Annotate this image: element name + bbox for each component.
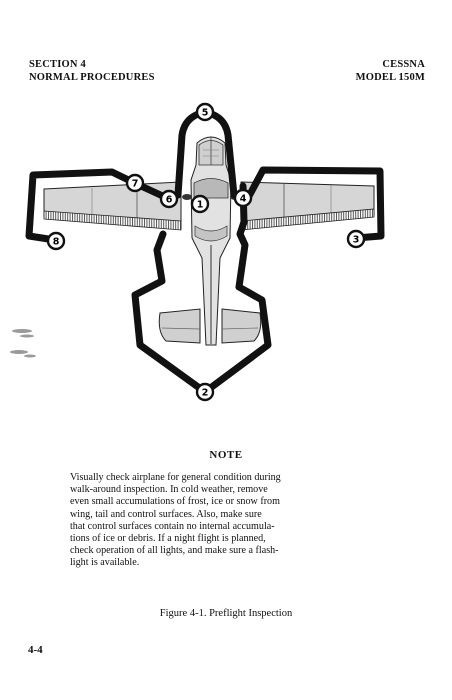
page-number: 4-4 xyxy=(28,644,43,656)
brand-name: CESSNA xyxy=(382,59,425,70)
svg-text:7: 7 xyxy=(131,178,139,190)
note-line: that control surfaces contain no internal accumula- xyxy=(70,520,275,532)
section-number: SECTION 4 xyxy=(29,59,86,70)
step-3-marker xyxy=(348,231,364,247)
svg-text:2: 2 xyxy=(201,387,209,399)
svg-text:5: 5 xyxy=(201,107,209,119)
preflight-inspection-figure xyxy=(0,95,452,415)
note-line: Visually check airplane for general condition during xyxy=(70,472,281,483)
model-header xyxy=(356,59,425,84)
step-1-marker xyxy=(192,196,208,212)
note-line: light is available. xyxy=(70,557,140,569)
model-name: MODEL 150M xyxy=(355,71,425,83)
step-7-marker xyxy=(127,175,143,191)
step-6-marker xyxy=(161,191,177,207)
section-title: NORMAL PROCEDURES xyxy=(29,71,155,83)
svg-text:3: 3 xyxy=(352,234,360,246)
note-line: tions of ice or debris. If a night flight is planned, xyxy=(70,533,266,545)
step-4-marker xyxy=(235,190,251,206)
scan-artifact xyxy=(10,329,36,358)
svg-text:8: 8 xyxy=(52,236,60,248)
figure-caption: Figure 4-1. Preflight Inspection xyxy=(159,608,293,619)
note-line: wing, tail and control surfaces. Also, make sure xyxy=(70,508,262,520)
section-header xyxy=(29,59,155,84)
step-2-marker xyxy=(197,384,213,400)
note-body xyxy=(70,472,370,570)
step-5-marker xyxy=(197,104,213,120)
svg-text:4: 4 xyxy=(239,193,247,205)
note-line: check operation of all lights, and make sure a flash- xyxy=(70,545,279,557)
svg-text:1: 1 xyxy=(196,199,204,211)
step-8-marker xyxy=(48,233,64,249)
note-line: even small accumulations of frost, ice or snow from xyxy=(70,496,280,508)
note-title: NOTE xyxy=(209,449,243,461)
svg-text:6: 6 xyxy=(165,194,173,206)
note-line: walk-around inspection. In cold weather, remove xyxy=(70,484,268,496)
